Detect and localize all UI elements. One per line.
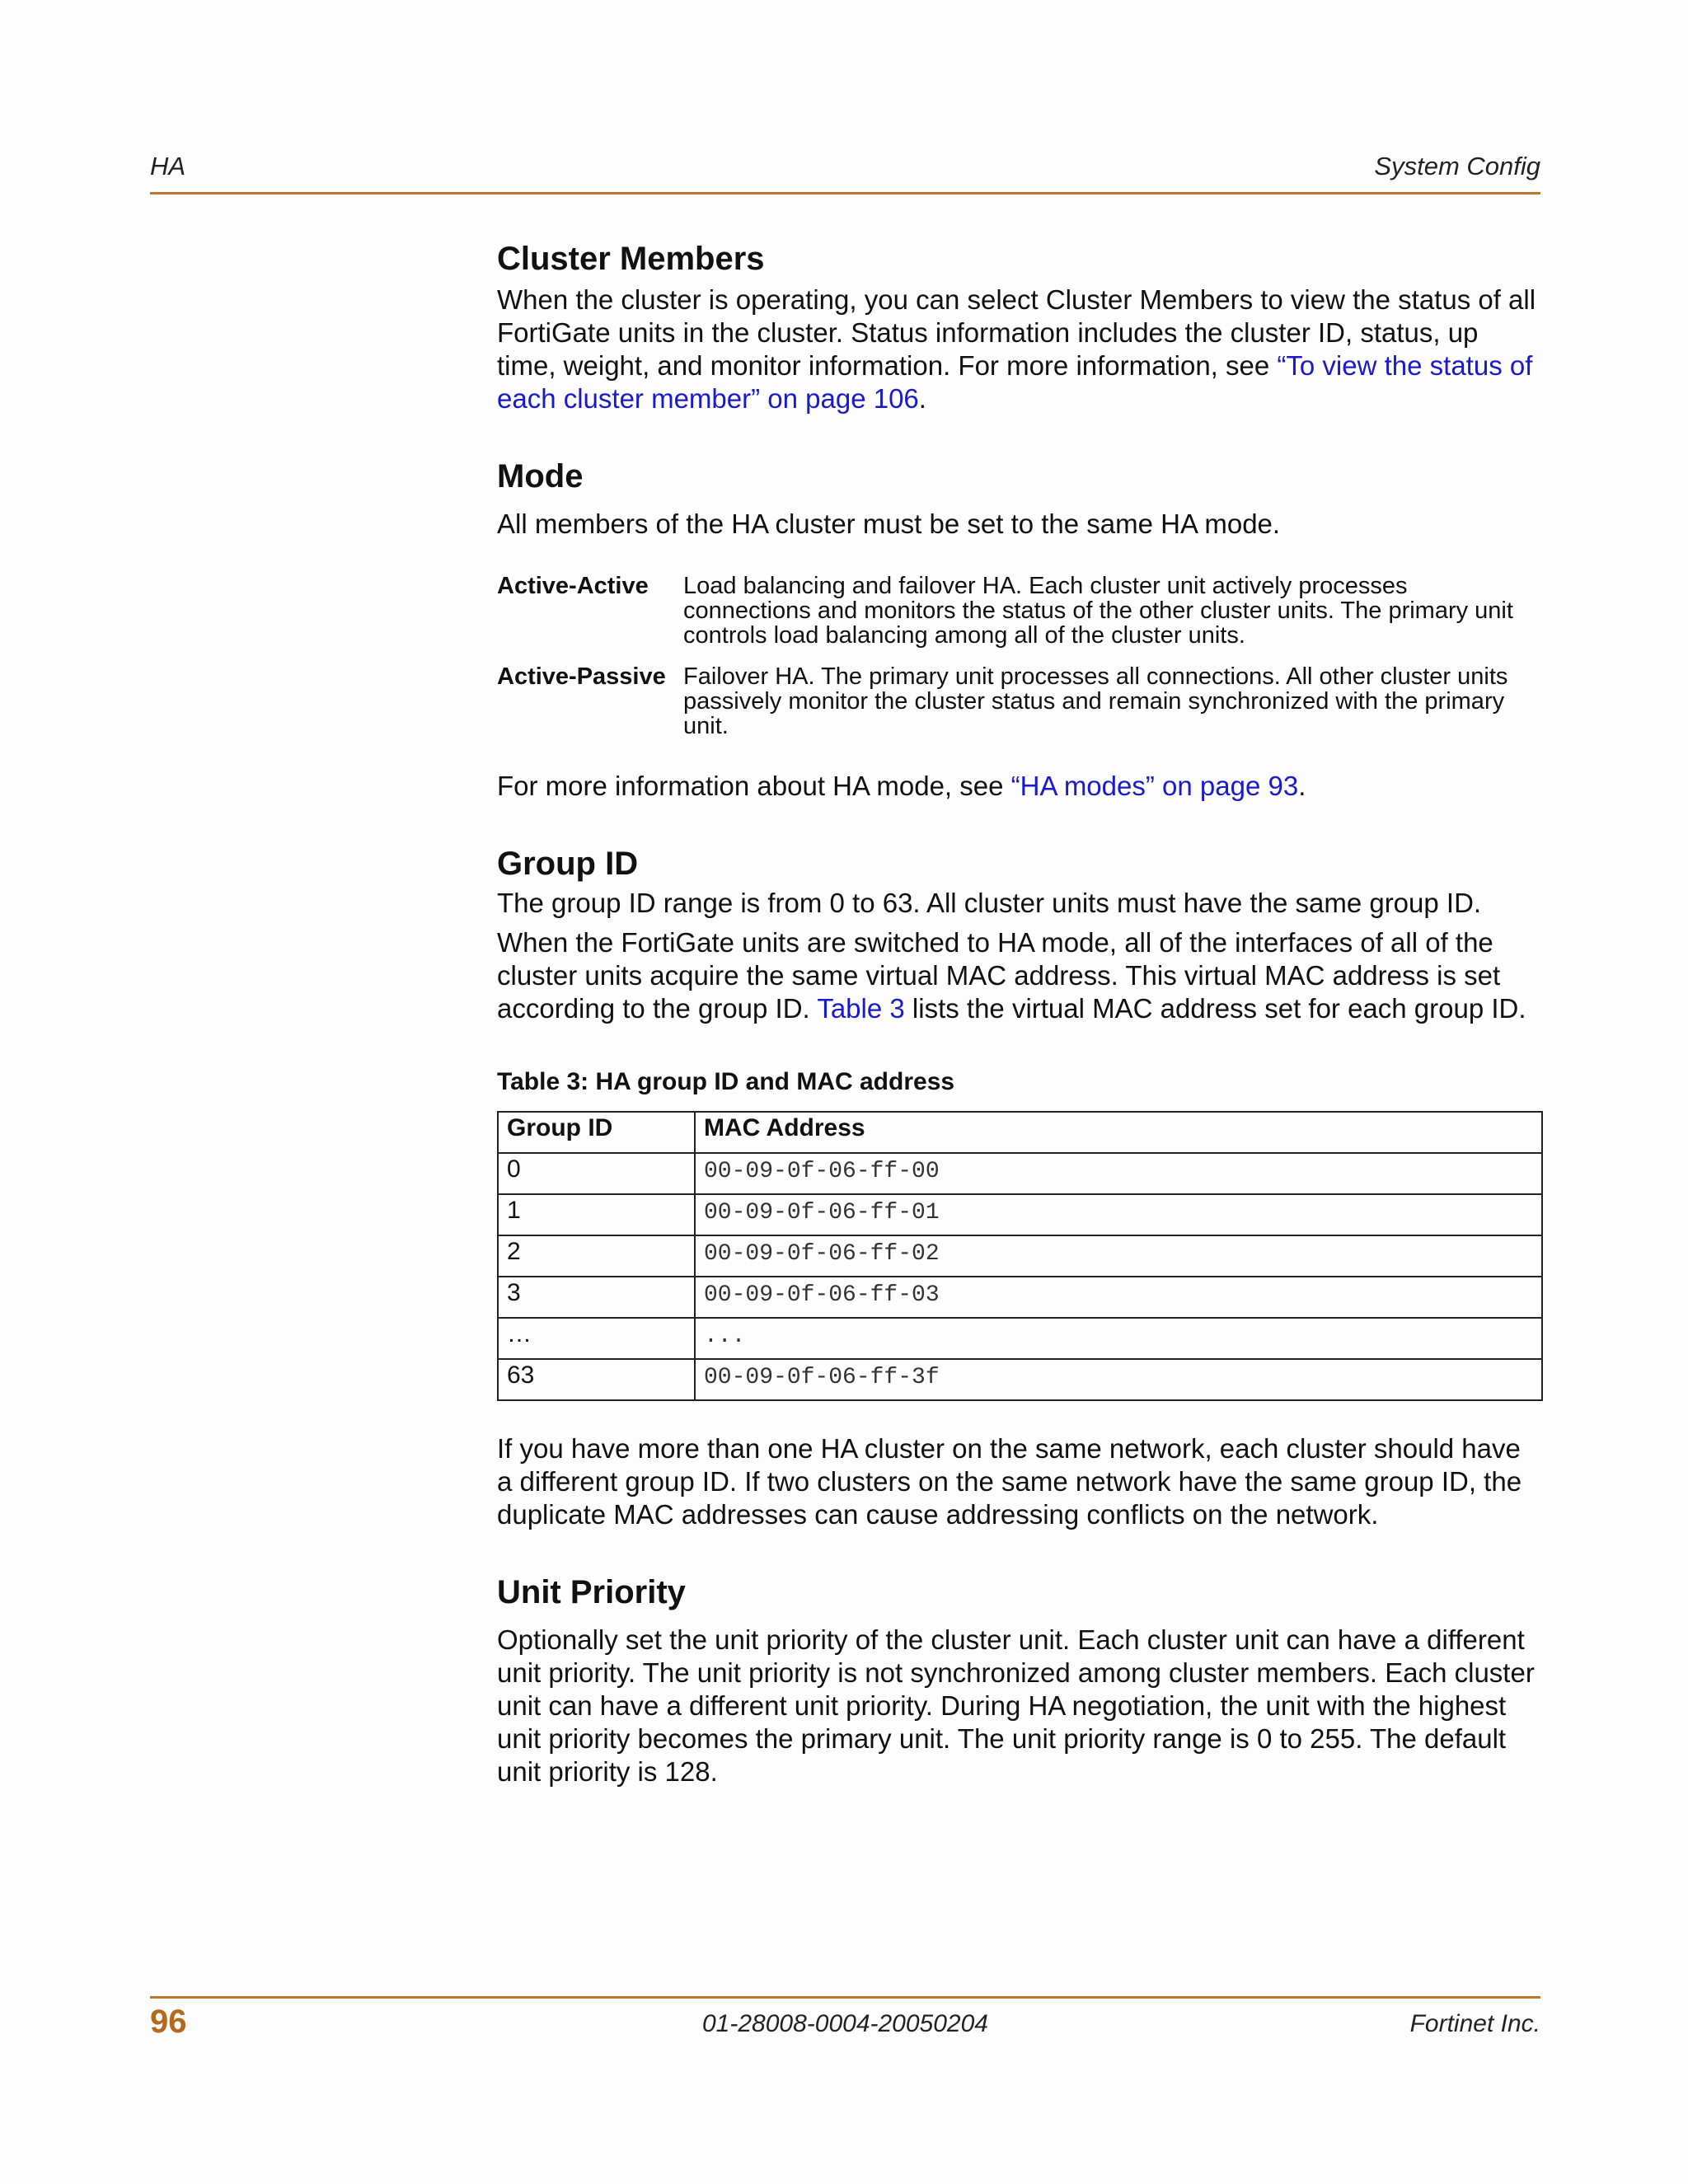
def-term: Active-Active [497,573,649,599]
group-id-conflict-paragraph: If you have more than one HA cluster on the same network, each cluster should have a different group ID. If two clusters on the same network have the same group ID, the duplicate MAC addresses can cause addressing conflicts on the network. [497,1433,1522,1530]
table-row [498,1359,1542,1400]
mac-address-table [497,1111,1543,1401]
cluster-member-status-link[interactable]: “To view the status of each cluster member” on page 106 [497,350,1533,414]
mac-address-cell: 00-09-0f-06-ff-00 [695,1153,1542,1194]
def-desc: Load balancing and failover HA. Each cluster unit actively processes connections and monitors the status of the other cluster units. The primary unit controls load balancing among all of the cluster units. [683,573,1513,649]
mac-address-cell: 00-09-0f-06-ff-03 [695,1277,1542,1318]
group-id-cell: … [498,1318,695,1359]
header-rule [150,192,1540,194]
group-id-cell: 1 [498,1194,695,1235]
header-chapter: HA [150,152,186,180]
mode-more-prefix: For more information about HA mode, see [497,771,1011,801]
page-content [497,239,1540,1788]
cluster-members-tail: . [918,383,926,414]
ha-modes-link[interactable]: “HA modes” on page 93 [1010,771,1299,801]
header-section: System Config [1374,152,1540,180]
mac-address-cell: ... [695,1318,1542,1359]
def-active-active [497,574,1540,648]
document-id: 01-28008-0004-20050204 [702,2010,988,2037]
table-3-link[interactable]: Table 3 [817,993,905,1024]
mode-more-info [497,770,1540,803]
group-id-mac-prefix: When the FortiGate units are switched to HA mode, all of the interfaces of all of the cluster units acquire the same virtual MAC address. This virtual MAC address is set according to the group ID. [497,927,1501,1024]
mac-address-cell: 00-09-0f-06-ff-01 [695,1194,1542,1235]
group-id-cell: 2 [498,1235,695,1277]
group-id-range: The group ID range is from 0 to 63. All cluster units must have the same group ID. [497,888,1482,918]
mac-address-cell: 00-09-0f-06-ff-3f [695,1359,1542,1400]
group-id-mac-tail: lists the virtual MAC address set for each group ID. [904,993,1526,1024]
table-caption: Table 3: HA group ID and MAC address [497,1068,955,1095]
def-active-passive [497,664,1540,738]
unit-priority-heading: Unit Priority [497,1574,686,1610]
group-id-heading: Group ID [497,846,639,882]
unit-priority-paragraph: Optionally set the unit priority of the cluster unit. Each cluster unit can have a different unit priority. The unit priority is not synchronized among cluster members. Each cluster unit can have a different unit priority. During HA negotiation, the unit with the highest unit priority becomes the primary unit. The unit priority range is 0 to 255. The default unit priority is 128. [497,1624,1535,1787]
footer-rule [150,1996,1540,1999]
table-row [498,1318,1542,1359]
group-id-cell: 63 [498,1359,695,1400]
table-row [498,1277,1542,1318]
column-header-group-id: Group ID [498,1112,695,1153]
cluster-members-body: When the cluster is operating, you can select Cluster Members to view the status of all FortiGate units in the cluster. Status information includes the cluster ID, status, up time, weight, and monitor information. For more information, see [497,284,1536,381]
group-id-mac-paragraph [497,926,1540,1025]
column-header-mac-address: MAC Address [695,1112,1542,1153]
def-desc: Failover HA. The primary unit processes all connections. All other cluster units passively monitor the cluster status and remain synchronized with the primary unit. [683,663,1508,739]
def-term: Active-Passive [497,663,666,690]
table-header-row [498,1112,1542,1153]
table-row [498,1194,1542,1235]
company-name: Fortinet Inc. [1409,2010,1540,2037]
mac-address-cell: 00-09-0f-06-ff-02 [695,1235,1542,1277]
mode-definitions [497,574,1540,738]
mode-intro: All members of the HA cluster must be set to the same HA mode. [497,509,1281,539]
table-row [498,1153,1542,1194]
cluster-members-paragraph [497,284,1540,415]
mode-more-tail: . [1298,771,1306,801]
mode-heading: Mode [497,458,584,494]
page-number: 96 [150,2004,187,2040]
cluster-members-heading: Cluster Members [497,241,765,277]
group-id-cell: 0 [498,1153,695,1194]
group-id-cell: 3 [498,1277,695,1318]
table-row [498,1235,1542,1277]
